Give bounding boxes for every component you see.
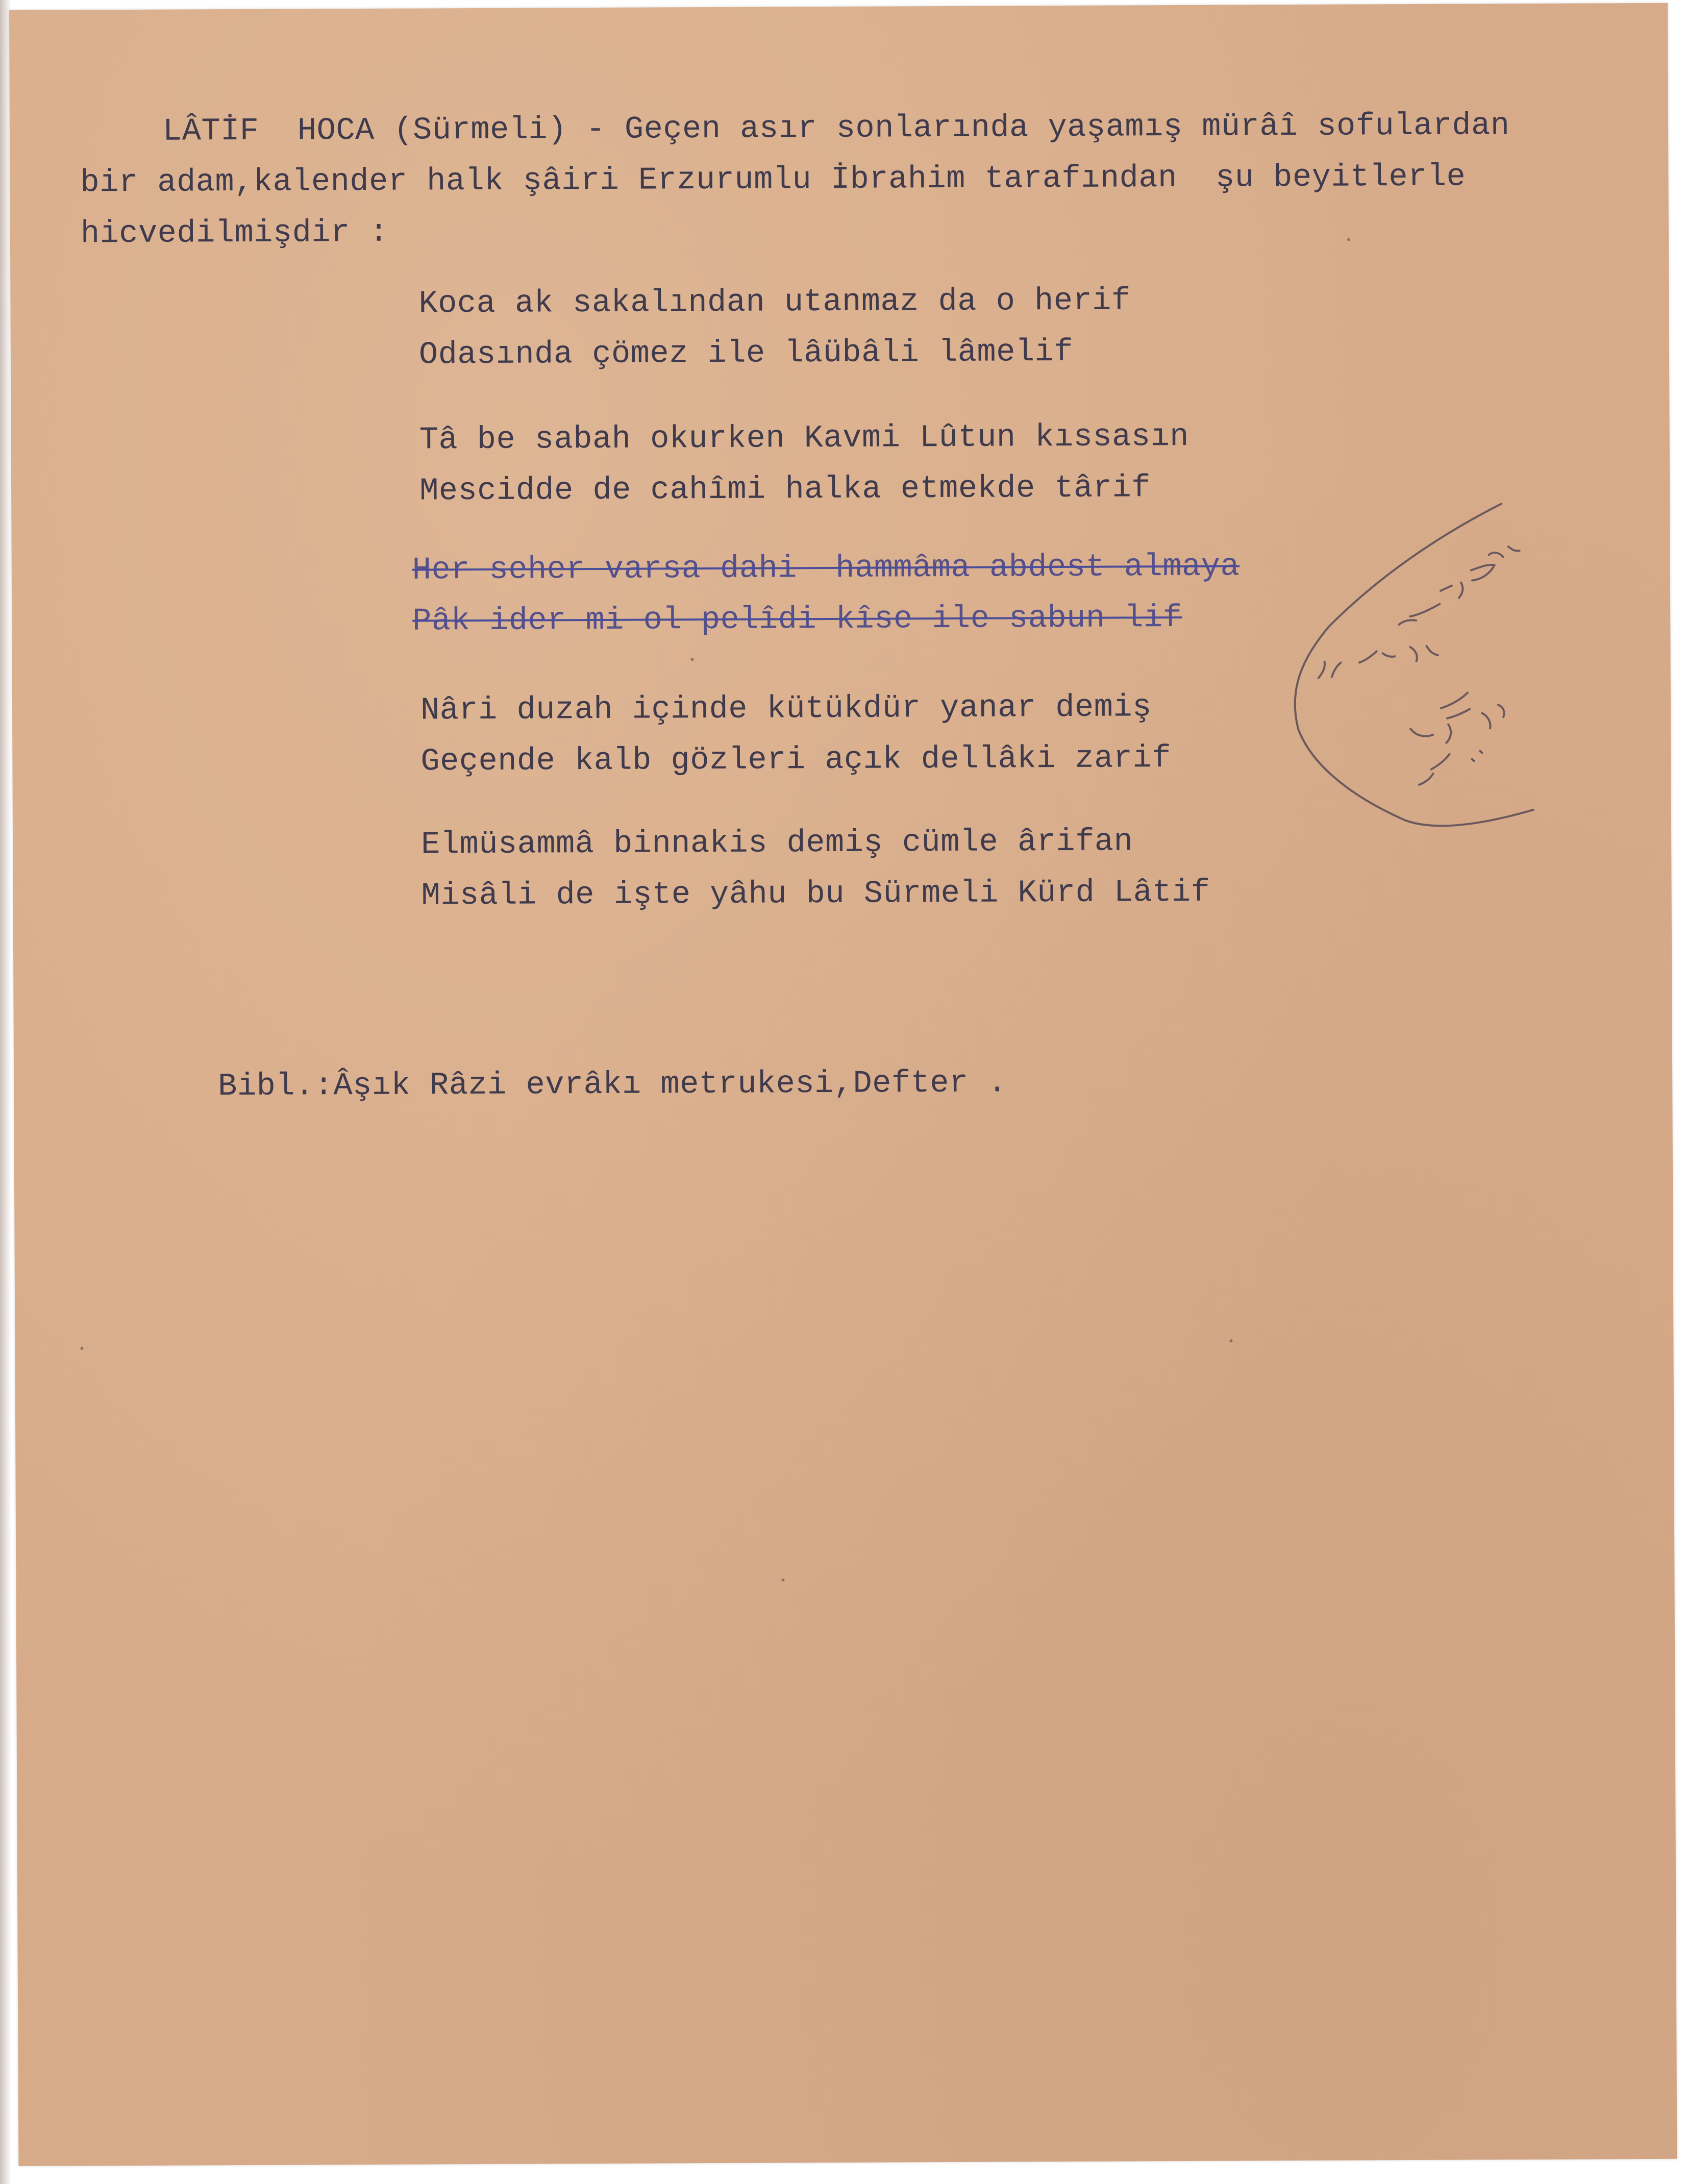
poem-stanza-4-line-2: Geçende kalb gözleri açık dellâki zarif (420, 740, 1172, 780)
paper-speck (781, 1578, 784, 1581)
typewritten-sheet (9, 3, 1677, 2166)
handwritten-margin-note-icon (1256, 493, 1544, 862)
paper-speck (1347, 238, 1350, 241)
poem-stanza-5-line-2: Misâli de işte yâhu bu Sürmeli Kürd Lâtif (421, 874, 1210, 914)
paper-left-edge-shadow (0, 0, 11, 2184)
header-line-3: hicvedilmişdir : (80, 214, 389, 252)
poem-stanza-1-line-1: Koca ak sakalından utanmaz da o herif (418, 282, 1131, 322)
poem-stanza-2-line-2: Mescidde de cahîmi halka etmekde târif (419, 469, 1151, 509)
header-line-1 (162, 107, 1510, 150)
paper-speck (80, 1347, 83, 1350)
entry-title: LÂTİF HOCA (162, 112, 375, 150)
poem-stanza-5-line-1: Elmüsammâ binnakis demiş cümle ârifan (420, 823, 1133, 863)
poem-stanza-3-line-1-struck: Her seher varsa dahi hammâma abdest almaya (412, 548, 1240, 588)
header-line-2: bir adam,kalender halk şâiri Erzurumlu İbrahim tarafından şu beyitlerle (80, 158, 1466, 201)
poem-stanza-3-line-2-struck: Pâk ider mi ol pelîdi kîse ile sabun lif (412, 599, 1182, 639)
paper-speck (1229, 1339, 1232, 1343)
poem-stanza-1-line-2: Odasında çömez ile lâübâli lâmelif (418, 333, 1074, 373)
poem-stanza-2-line-1: Tâ be sabah okurken Kavmi Lûtun kıssasın (419, 418, 1190, 458)
poem-stanza-4-line-1: Nâri duzah içinde kütükdür yanar demiş (420, 689, 1152, 729)
paper-speck (691, 658, 694, 661)
bibliography-line: Bibl.:Âşık Râzi evrâkı metrukesi,Defter . (218, 1064, 1007, 1105)
entry-intro: (Sürmeli) - Geçen asır sonlarında yaşamış mürâî sofulardan (374, 107, 1510, 148)
